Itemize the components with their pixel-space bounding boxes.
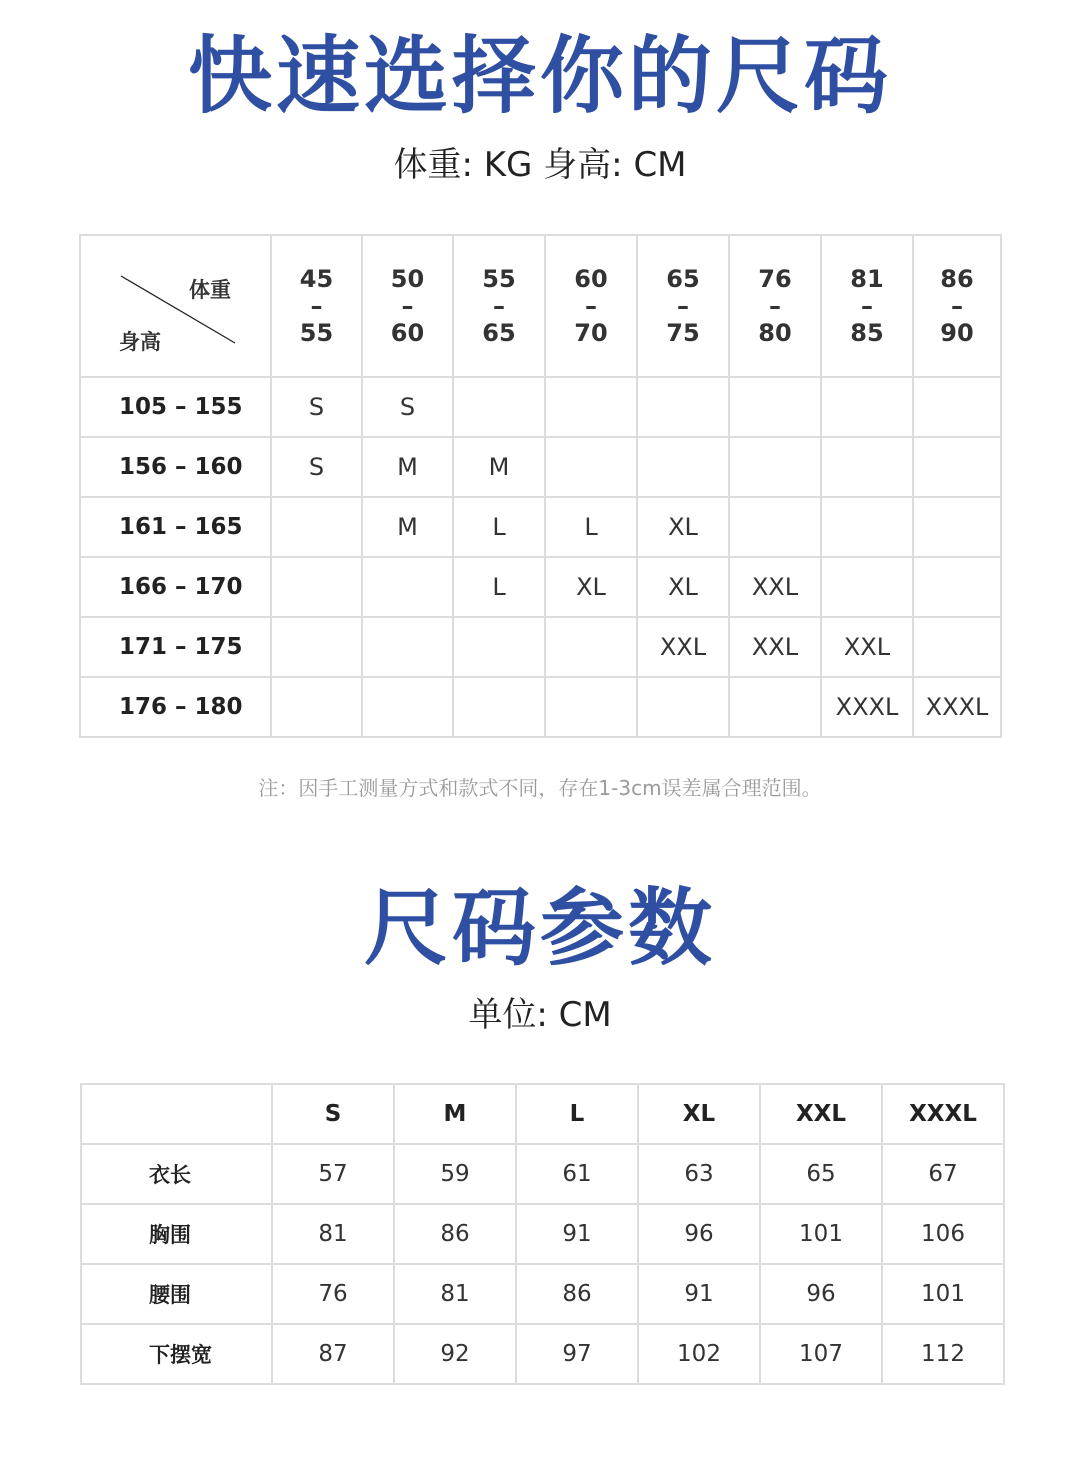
measurement-value: 81 — [272, 1204, 394, 1264]
size-cell — [821, 497, 913, 557]
size-cell — [729, 437, 821, 497]
weight-range-to: 75 — [666, 318, 700, 347]
weight-range-sep: – — [769, 291, 781, 320]
weight-range-sep: – — [310, 291, 323, 320]
size-cell: S — [271, 437, 362, 497]
size-cell: XL — [545, 557, 637, 617]
table-row — [80, 677, 1001, 737]
size-cell — [271, 677, 362, 737]
weight-axis-label: 体重 — [189, 278, 231, 302]
weight-range-header — [362, 235, 453, 377]
size-cell: M — [362, 437, 453, 497]
weight-range-from: 60 — [574, 264, 608, 293]
size-column-header: XXXL — [882, 1084, 1004, 1144]
measurement-value: 59 — [394, 1144, 516, 1204]
size-params-table — [80, 1083, 1005, 1385]
height-range-label: 176 – 180 — [80, 677, 271, 737]
measurement-value: 96 — [638, 1204, 760, 1264]
size-cell — [453, 377, 545, 437]
empty-corner-cell — [81, 1084, 272, 1144]
size-column-header: L — [516, 1084, 638, 1144]
diagonal-divider — [81, 236, 272, 376]
table-row — [80, 617, 1001, 677]
measurement-value: 76 — [272, 1264, 394, 1324]
unit-label: 单位: CM — [468, 995, 612, 1035]
size-cell: XXL — [821, 617, 913, 677]
measurement-label: 胸围 — [81, 1204, 272, 1264]
size-cell — [545, 377, 637, 437]
measurement-value: 86 — [394, 1204, 516, 1264]
weight-range-header — [271, 235, 362, 377]
table-row — [80, 377, 1001, 437]
size-cell: XXXL — [821, 677, 913, 737]
measurement-value: 91 — [516, 1204, 638, 1264]
size-cell: L — [453, 497, 545, 557]
weight-range-to: 90 — [940, 318, 974, 347]
weight-range-sep: – — [493, 291, 505, 320]
weight-range-to: 85 — [850, 318, 884, 347]
size-cell — [545, 437, 637, 497]
size-cell — [362, 557, 453, 617]
size-cell: XXXL — [913, 677, 1001, 737]
measurement-value: 112 — [882, 1324, 1004, 1384]
height-range-label: 161 – 165 — [80, 497, 271, 557]
size-cell — [913, 497, 1001, 557]
table-header-row — [80, 235, 1001, 377]
table-row — [81, 1204, 1004, 1264]
size-column-header: XL — [638, 1084, 760, 1144]
weight-range-from: 55 — [482, 264, 516, 293]
table-row — [81, 1324, 1004, 1384]
size-cell — [545, 617, 637, 677]
size-cell — [271, 617, 362, 677]
weight-range-to: 65 — [482, 318, 516, 347]
weight-range-to: 80 — [758, 318, 792, 347]
measurement-value: 102 — [638, 1324, 760, 1384]
size-column-header: M — [394, 1084, 516, 1144]
measurement-value: 87 — [272, 1324, 394, 1384]
table-header-row — [81, 1084, 1004, 1144]
weight-range-from: 45 — [299, 264, 334, 293]
measurement-label: 衣长 — [81, 1144, 272, 1204]
weight-range-to: 55 — [299, 318, 334, 347]
weight-range-sep: – — [951, 291, 963, 320]
height-range-label: 156 – 160 — [80, 437, 271, 497]
size-column-header: XXL — [760, 1084, 882, 1144]
size-cell — [729, 677, 821, 737]
table-row — [80, 557, 1001, 617]
weight-height-units: 体重: KG 身高: CM — [393, 145, 687, 185]
weight-range-sep: – — [585, 291, 597, 320]
size-cell — [821, 557, 913, 617]
weight-range-header — [637, 235, 729, 377]
measurement-value: 97 — [516, 1324, 638, 1384]
size-cell: XXL — [729, 557, 821, 617]
measurement-value: 92 — [394, 1324, 516, 1384]
size-cell: L — [545, 497, 637, 557]
size-selector-title: 快速选择你的尺码 — [187, 27, 892, 125]
size-cell — [637, 437, 729, 497]
size-cell — [271, 557, 362, 617]
size-cell — [913, 557, 1001, 617]
size-cell — [545, 677, 637, 737]
measurement-value: 86 — [516, 1264, 638, 1324]
measurement-value: 67 — [882, 1144, 1004, 1204]
measurement-note: 注：因手工测量方式和款式不同，存在1-3cm误差属合理范围。 — [258, 776, 822, 800]
weight-range-from: 81 — [850, 264, 884, 293]
size-cell — [821, 437, 913, 497]
weight-range-to: 70 — [574, 318, 608, 347]
weight-range-header — [545, 235, 637, 377]
measurement-label: 下摆宽 — [81, 1324, 272, 1384]
height-range-label: 171 – 175 — [80, 617, 271, 677]
weight-range-header — [913, 235, 1001, 377]
size-cell — [729, 497, 821, 557]
weight-range-from: 50 — [390, 264, 425, 293]
height-range-label: 105 – 155 — [80, 377, 271, 437]
size-cell — [453, 617, 545, 677]
size-cell — [821, 377, 913, 437]
size-cell — [362, 617, 453, 677]
size-cell: XL — [637, 557, 729, 617]
measurement-value: 96 — [760, 1264, 882, 1324]
height-range-label: 166 – 170 — [80, 557, 271, 617]
size-cell — [637, 677, 729, 737]
measurement-value: 91 — [638, 1264, 760, 1324]
size-cell: M — [362, 497, 453, 557]
size-cell — [913, 617, 1001, 677]
table-row — [81, 1144, 1004, 1204]
weight-range-from: 76 — [758, 264, 792, 293]
size-cell — [913, 377, 1001, 437]
weight-range-header — [453, 235, 545, 377]
size-params-title: 尺码参数 — [363, 879, 716, 977]
size-cell: M — [453, 437, 545, 497]
size-cell: XXL — [729, 617, 821, 677]
weight-range-from: 65 — [666, 264, 700, 293]
size-column-header: S — [272, 1084, 394, 1144]
measurement-value: 61 — [516, 1144, 638, 1204]
measurement-value: 81 — [394, 1264, 516, 1324]
measurement-value: 57 — [272, 1144, 394, 1204]
size-cell: XL — [637, 497, 729, 557]
size-cell: S — [271, 377, 362, 437]
measurement-value: 107 — [760, 1324, 882, 1384]
measurement-value: 63 — [638, 1144, 760, 1204]
measurement-value: 65 — [760, 1144, 882, 1204]
size-cell — [362, 677, 453, 737]
weight-range-from: 86 — [940, 264, 974, 293]
weight-range-sep: – — [677, 291, 689, 320]
size-cell — [271, 497, 362, 557]
measurement-value: 101 — [760, 1204, 882, 1264]
size-cell — [637, 377, 729, 437]
table-row — [80, 437, 1001, 497]
measurement-value: 106 — [882, 1204, 1004, 1264]
height-axis-label: 身高 — [119, 330, 161, 354]
measurement-label: 腰围 — [81, 1264, 272, 1324]
weight-range-to: 60 — [390, 318, 425, 347]
size-cell — [913, 437, 1001, 497]
weight-range-header — [729, 235, 821, 377]
size-cell: XXL — [637, 617, 729, 677]
size-cell: S — [362, 377, 453, 437]
size-cell — [453, 677, 545, 737]
size-cell — [729, 377, 821, 437]
size-selector-table — [79, 234, 1002, 738]
weight-range-header — [821, 235, 913, 377]
weight-range-sep: – — [861, 291, 873, 320]
table-row — [80, 497, 1001, 557]
corner-cell — [80, 235, 271, 377]
size-cell: L — [453, 557, 545, 617]
table-row — [81, 1264, 1004, 1324]
measurement-value: 101 — [882, 1264, 1004, 1324]
weight-range-sep: – — [401, 291, 414, 320]
